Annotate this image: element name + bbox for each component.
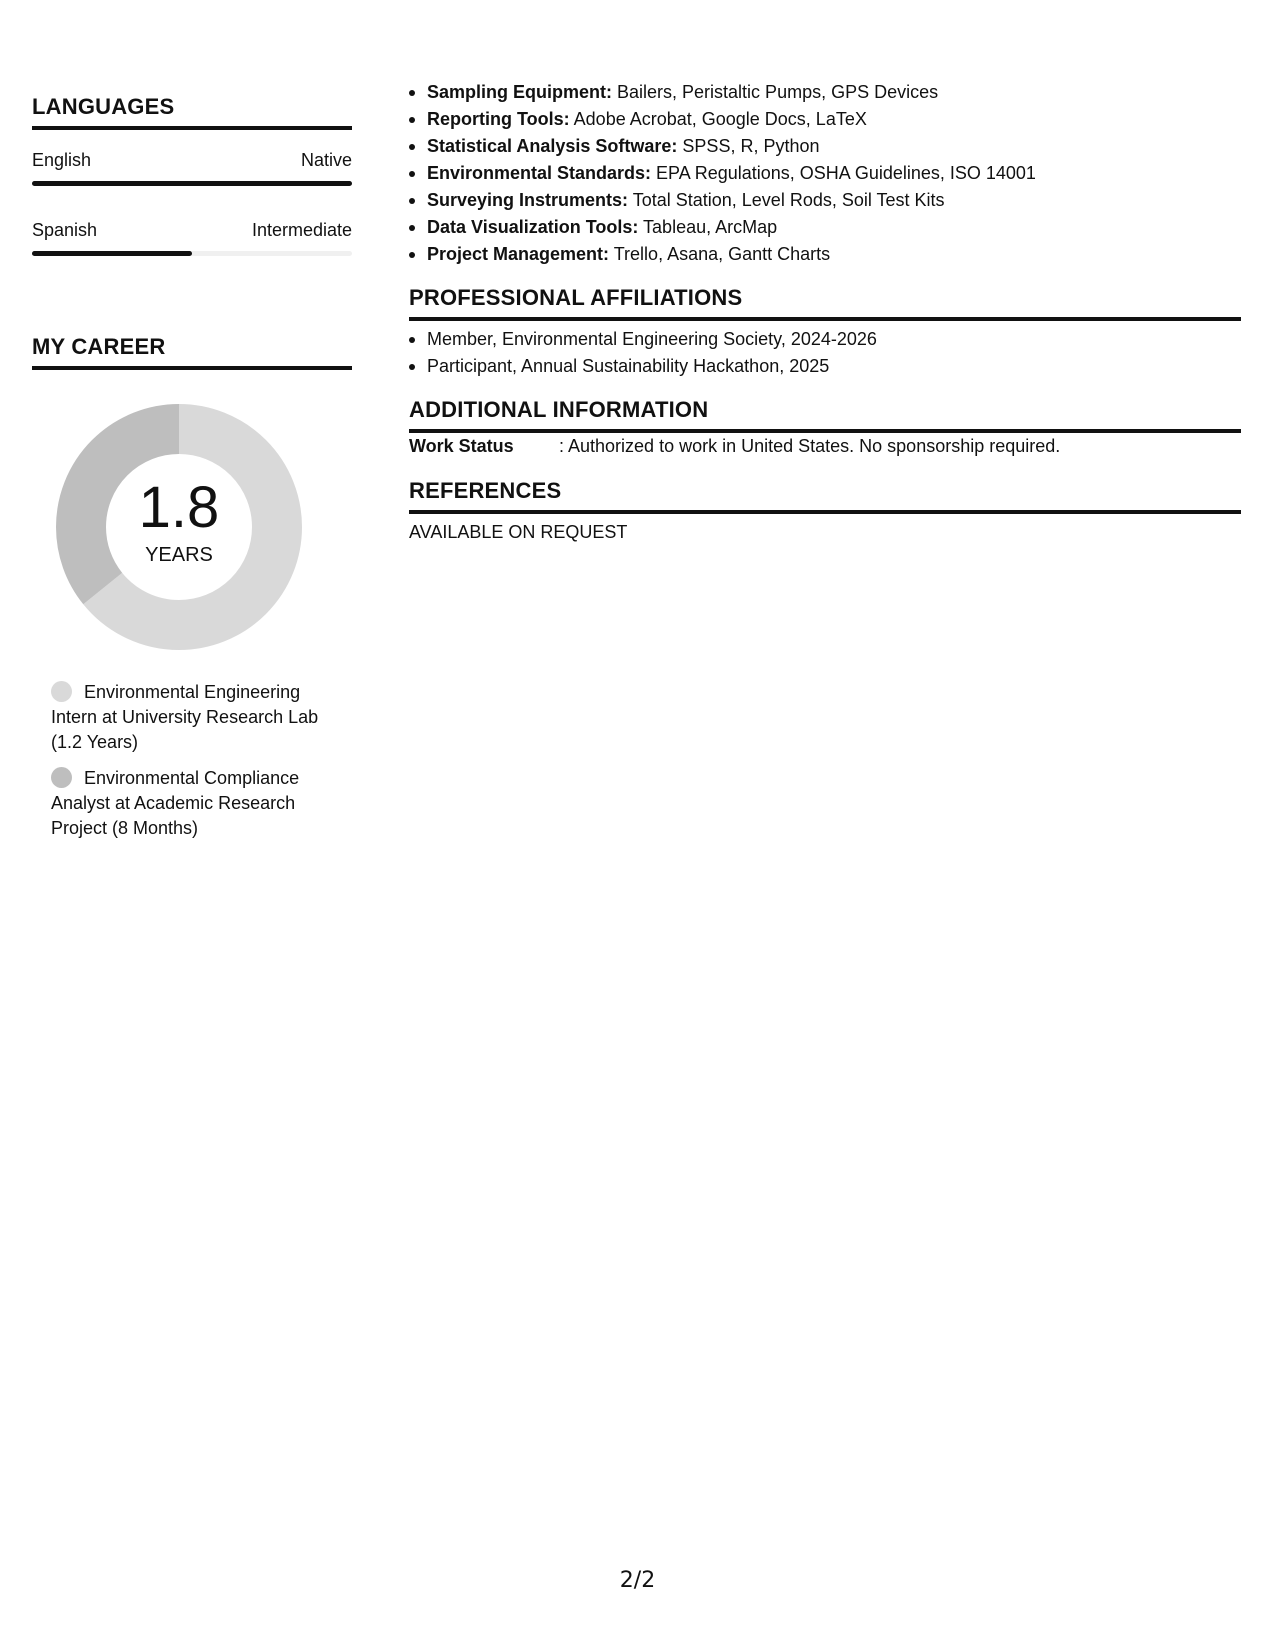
work-status-value: : Authorized to work in United States. No sponsorship required. (559, 436, 1061, 456)
skill-label: Statistical Analysis Software: (427, 136, 678, 156)
legend-label: Environmental Engineering Intern at University Research Lab (1.2 Years) (51, 682, 319, 752)
skill-label: Reporting Tools: (427, 109, 570, 129)
language-proficiency-bar (32, 181, 352, 186)
list-item (409, 241, 1241, 268)
list-item (409, 160, 1241, 187)
skills-list (409, 79, 1241, 268)
skill-value: SPSS, R, Python (677, 136, 820, 156)
skill-value: EPA Regulations, OSHA Guidelines, ISO 14001 (651, 163, 1036, 183)
language-name: English (32, 150, 92, 170)
list-item (409, 214, 1241, 241)
work-status-row (409, 436, 1060, 457)
language-level: Native (300, 150, 352, 170)
language-proficiency-bar (32, 251, 352, 256)
work-status-label: Work Status (409, 436, 514, 456)
skill-value: Total Station, Level Rods, Soil Test Kits (628, 190, 945, 210)
skill-label: Data Visualization Tools: (427, 217, 639, 237)
skill-label: Environmental Standards: (427, 163, 652, 183)
career-total-unit: YEARS (145, 544, 213, 566)
career-heading: MY CAREER (32, 334, 352, 370)
legend-label: Environmental Compliance Analyst at Academic Research Project (8 Months) (51, 768, 300, 838)
legend-dot (51, 767, 72, 788)
skill-value: Trello, Asana, Gantt Charts (609, 244, 831, 264)
list-item (409, 106, 1241, 133)
skill-value: Adobe Acrobat, Google Docs, LaTeX (569, 109, 867, 129)
language-proficiency-fill (32, 251, 192, 256)
affiliations-heading: PROFESSIONAL AFFILIATIONS (409, 285, 1241, 321)
skill-label: Sampling Equipment: (427, 82, 613, 102)
list-item (409, 133, 1241, 160)
career-legend-item (51, 680, 341, 755)
language-level: Intermediate (251, 220, 352, 240)
references-heading: REFERENCES (409, 478, 1241, 514)
career-donut-chart (56, 404, 302, 650)
additional-info-heading: ADDITIONAL INFORMATION (409, 397, 1241, 433)
references-text: AVAILABLE ON REQUEST (409, 522, 628, 542)
list-item: Participant, Annual Sustainability Hackathon, 2025 (409, 353, 1241, 380)
career-total-value: 1.8 (138, 475, 220, 540)
skill-value: Tableau, ArcMap (638, 217, 778, 237)
languages-heading: LANGUAGES (32, 94, 352, 130)
legend-dot (51, 681, 72, 702)
page-number: 2/2 (619, 1568, 656, 1593)
skill-label: Project Management: (427, 244, 610, 264)
list-item (409, 187, 1241, 214)
language-proficiency-fill (32, 181, 352, 186)
skill-label: Surveying Instruments: (427, 190, 629, 210)
list-item: Member, Environmental Engineering Society, 2024-2026 (409, 326, 1241, 353)
language-name: Spanish (32, 220, 98, 240)
affiliations-list (409, 326, 1241, 380)
career-legend-item (51, 766, 341, 841)
skill-value: Bailers, Peristaltic Pumps, GPS Devices (612, 82, 939, 102)
list-item (409, 79, 1241, 106)
